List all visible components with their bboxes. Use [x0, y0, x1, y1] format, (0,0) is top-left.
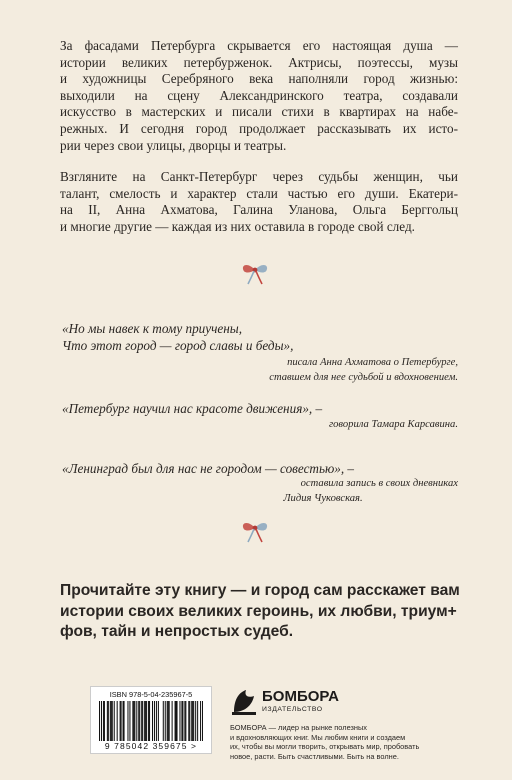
barcode-bar: [103, 701, 104, 741]
quote-2: [62, 401, 458, 418]
barcode-bar: [185, 701, 186, 741]
barcode: [90, 686, 212, 754]
barcode-bar: [177, 701, 178, 741]
barcode-bar: [111, 701, 112, 741]
intro-paragraph-2: [60, 169, 458, 235]
barcode-bar: [141, 701, 142, 741]
barcode-bar: [167, 701, 168, 741]
barcode-bar: [158, 701, 159, 741]
barcode-bar: [189, 701, 190, 741]
barcode-bar: [149, 701, 150, 741]
text-line: талант, смелость и характер стали частью его души. Екатери-: [60, 185, 458, 201]
barcode-bar: [165, 701, 166, 741]
barcode-bar: [134, 701, 135, 741]
text-line: истории великих петербурженок. Актрисы, поэтессы, музы: [60, 54, 458, 70]
attribution-line: писала Анна Ахматова о Петербурге,: [287, 357, 458, 368]
barcode-bar: [179, 701, 180, 741]
barcode-bar: [114, 701, 115, 741]
barcode-bar: [110, 701, 111, 741]
barcode-bar: [193, 701, 194, 741]
barcode-bar: [127, 701, 128, 741]
barcode-bar: [108, 701, 109, 741]
quote-1-attribution: [128, 356, 458, 385]
quote-line: «Ленинград был для нас не городом — совестью», –: [62, 461, 355, 476]
bombora-logo-icon: [230, 686, 258, 716]
text-line: За фасадами Петербурга скрывается его настоящая душа —: [60, 38, 458, 53]
barcode-bar: [132, 701, 133, 741]
text-line: и вдохновляющих книг. Мы любим книги и создаем: [230, 732, 406, 742]
barcode-bar: [176, 701, 177, 741]
quote-line: «Петербург научил нас красоте движения», –: [62, 401, 323, 416]
quote-2-attribution: [128, 418, 458, 433]
barcode-bar: [112, 701, 113, 741]
barcode-bar: [138, 701, 139, 741]
barcode-bar: [121, 701, 122, 741]
attribution-line: говорила Тамара Карсавина.: [328, 419, 458, 430]
text-line: новое, расти. Быть счастливыми. Быть на волне.: [230, 751, 399, 761]
intro-paragraph-1: [60, 38, 458, 154]
barcode-bar: [175, 701, 176, 741]
barcode-bar: [200, 701, 201, 741]
barcode-bar: [182, 701, 183, 741]
text-line: на II, Анна Ахматова, Галина Уланова, Ольга Берггольц: [60, 202, 458, 218]
barcode-bar: [104, 701, 105, 741]
barcode-bar: [154, 701, 155, 741]
barcode-bar: [188, 701, 189, 741]
barcode-bar: [120, 701, 121, 741]
barcode-bar: [184, 701, 185, 741]
barcode-bar: [99, 701, 100, 741]
barcode-bar: [152, 701, 153, 741]
barcode-bar: [139, 701, 140, 741]
barcode-digits: 9 785042 359675 >: [104, 741, 198, 751]
barcode-bars: [99, 701, 203, 741]
publisher-logo: [230, 686, 360, 720]
text-line: истории своих великих героинь, их любви, триум+: [60, 602, 457, 620]
barcode-bar: [123, 701, 124, 741]
quote-line: Что этот город — город славы и беды»,: [62, 337, 294, 353]
barcode-bar: [133, 701, 134, 741]
barcode-bar: [172, 701, 173, 741]
barcode-bar: [169, 701, 170, 741]
quote-3-attribution: [128, 477, 458, 506]
text-line: фов, тайн и непростых судеб.: [60, 623, 294, 641]
bow-ornament-icon: [240, 518, 270, 544]
closing-statement: [60, 581, 460, 643]
text-line: Прочитайте эту книгу — и город сам расскажет вам: [60, 582, 460, 599]
publisher-description: [230, 723, 470, 761]
text-line: выходили на сцену Александринского театра, создавали: [60, 87, 458, 103]
barcode-bar: [107, 701, 108, 741]
barcode-bar: [145, 701, 146, 741]
bow-ornament-icon: [240, 260, 270, 286]
barcode-bar: [142, 701, 143, 741]
text-line: их, чтобы вы могли творить, открывать мир, пробовать: [230, 742, 420, 752]
publisher-name: БОМБОРА: [262, 688, 339, 705]
barcode-bar: [136, 701, 137, 741]
barcode-bar: [148, 701, 149, 741]
barcode-bar: [117, 701, 118, 741]
barcode-bar: [195, 701, 196, 741]
text-line: рии через свои улицы, дворцы и театры.: [60, 137, 287, 153]
barcode-bar: [163, 701, 164, 741]
barcode-bar: [181, 701, 182, 741]
text-line: режных. И сегодня город продолжает рассказывать их исто-: [60, 120, 458, 136]
barcode-bar: [144, 701, 145, 741]
text-line: БОМБОРА — лидер на рынке полезных: [230, 723, 367, 732]
barcode-bar: [191, 701, 192, 741]
text-line: и художницы Серебряного века наполняли город жизнью:: [60, 71, 458, 87]
text-line: и многие другие — каждая из них оставила в городе свой след.: [60, 218, 415, 234]
quote-line: «Но мы навек к тому приучены,: [62, 321, 243, 336]
barcode-bar: [168, 701, 169, 741]
text-line: Взгляните на Санкт-Петербург через судьбы женщин, чьи: [60, 169, 458, 184]
barcode-bar: [101, 701, 102, 741]
attribution-line: оставила запись в своих дневниках: [300, 478, 458, 489]
barcode-bar: [129, 701, 130, 741]
quote-3: [62, 461, 458, 478]
barcode-bar: [146, 701, 147, 741]
attribution-line: Лидия Чуковская.: [283, 492, 363, 504]
publisher-subtitle: ИЗДАТЕЛЬСТВО: [262, 706, 323, 713]
quote-1: [62, 321, 458, 354]
barcode-bar: [156, 701, 157, 741]
barcode-bar: [192, 701, 193, 741]
barcode-bar: [197, 701, 198, 741]
barcode-bar: [202, 701, 203, 741]
barcode-bar: [124, 701, 125, 741]
text-line: искусство в мастерских и писали стихи в квартирах на набе-: [60, 104, 458, 120]
isbn-label: ISBN 978-5-04-235967-5: [109, 690, 193, 699]
attribution-line: ставшем для нее судьбой и вдохновением.: [269, 371, 458, 383]
